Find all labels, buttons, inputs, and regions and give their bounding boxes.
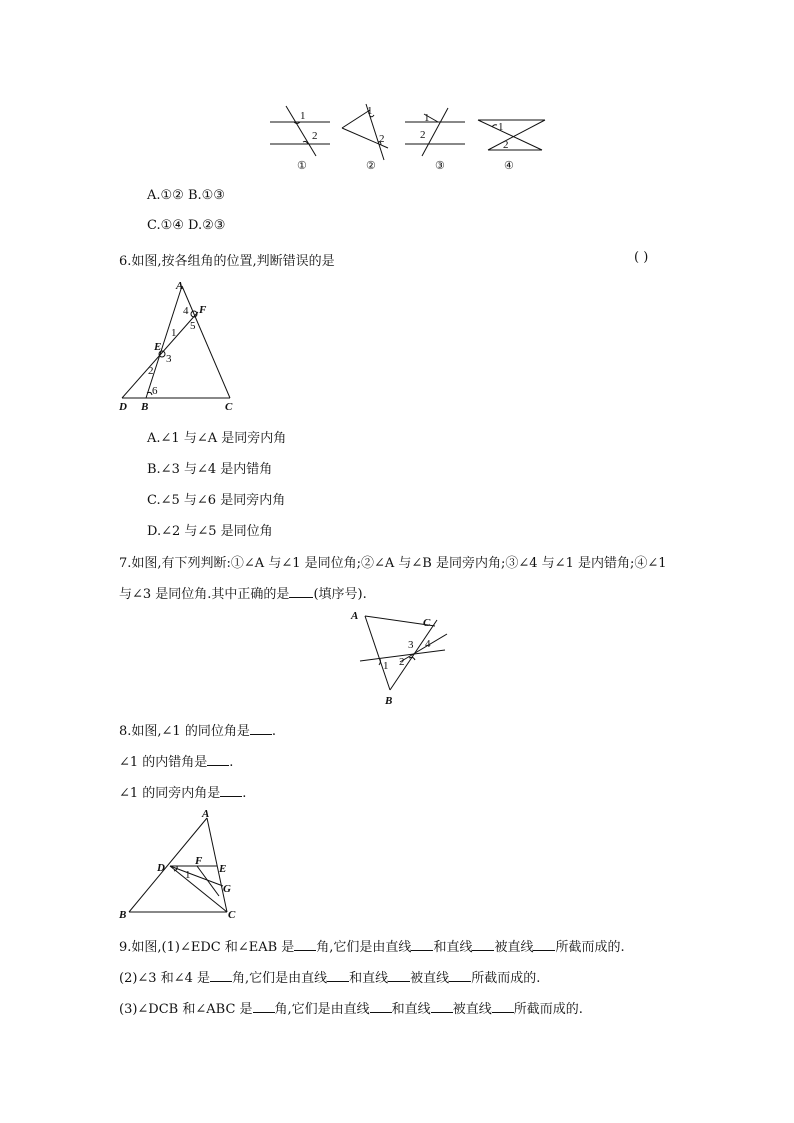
q9-l3-mid3: 被直线 [452,1002,492,1017]
q9-line-2 [119,967,540,986]
q7-line-2-text: 与∠3 是同位角.其中正确的是 [119,587,290,602]
q5-f3-angle-2: 2 [420,129,426,141]
q9-l2-mid2: 和直线 [349,971,389,986]
q8-period-2: . [229,755,234,770]
q6-point-f: F [199,304,207,316]
q6-option-d: D.∠2 与∠5 是同位角 [147,524,273,539]
q9-l2-blank-4[interactable] [449,969,471,982]
q7-figure [345,606,460,710]
q5-f1-angle-1: 1 [300,110,306,122]
q5-f2-angle-2: 2 [379,133,385,145]
q9-line-1 [119,936,625,955]
q8-angle-1: 1 [185,869,191,881]
q5-figure-4-label: ④ [504,160,514,172]
q5-figure-2-label: ② [366,160,376,172]
q6-option-b: B.∠3 与∠4 是内错角 [147,462,273,477]
q7-angle-3: 3 [408,639,414,651]
q8-line-2 [119,751,233,770]
q5-figure-4 [478,120,545,172]
q6-angle-4: 4 [183,305,189,317]
q9-l2-blank-1[interactable] [210,969,232,982]
q7-point-c: C [423,617,431,629]
q6-figure [110,278,245,418]
q5-f4-angle-1: 1 [498,121,504,133]
q5-figure-2 [342,104,388,172]
q8-point-e: E [219,863,227,875]
q9-l2-prefix: (2)∠3 和∠4 是 [119,971,211,986]
q6-answer-paren: ( ) [634,250,649,265]
q6-angle-3: 3 [166,353,172,365]
q8-point-c: C [228,909,236,921]
q8-point-b: B [119,909,127,921]
q9-l3-mid2: 和直线 [391,1002,431,1017]
q5-figures [260,100,560,180]
q8-line-3-text: ∠1 的同旁内角是 [119,786,221,801]
q9-line-3 [119,998,583,1017]
q7-angle-1: 1 [383,660,389,672]
q9-l3-prefix: (3)∠DCB 和∠ABC 是 [119,1002,253,1017]
q5-options-cd: C.①④ D.②③ [147,218,226,233]
q6-option-a: A.∠1 与∠A 是同旁内角 [147,431,287,446]
q9-l1-mid2: 和直线 [433,940,473,955]
q6-point-e: E [154,341,162,353]
q9-l2-blank-3[interactable] [388,969,410,982]
q8-blank-2[interactable] [207,753,229,766]
q8-line-1 [119,720,276,739]
q9-l3-blank-3[interactable] [431,1000,453,1013]
q8-blank-1[interactable] [250,722,272,735]
q9-l3-blank-2[interactable] [370,1000,392,1013]
q9-l1-blank-2[interactable] [411,938,433,951]
q5-f1-angle-2: 2 [312,130,318,142]
q5-figure-1 [270,106,330,172]
q8-line-2-text: ∠1 的内错角是 [119,755,208,770]
q9-l3-blank-4[interactable] [492,1000,514,1013]
q8-point-a: A [202,808,210,820]
q9-l3-end: 所截而成的. [513,1002,583,1017]
q5-figure-3-label: ③ [435,160,445,172]
q9-l1-blank-4[interactable] [533,938,555,951]
q6-point-c: C [225,401,233,413]
q6-point-a: A [176,280,184,292]
q7-line-2 [119,583,367,602]
q8-blank-3[interactable] [220,784,242,797]
q5-f3-angle-1: 1 [424,112,430,124]
q8-period-3: . [242,786,247,801]
q8-figure [115,804,245,924]
q9-l2-mid3: 被直线 [410,971,450,986]
q8-line-1-text: 8.如图,∠1 的同位角是 [119,724,250,739]
q9-l2-mid1: 角,它们是由直线 [232,971,328,986]
q6-angle-6: 6 [152,385,158,397]
q8-line-3 [119,782,246,801]
q5-figure-3 [405,108,465,172]
q9-l1-end: 所截而成的. [555,940,625,955]
q9-l1-mid3: 被直线 [494,940,534,955]
q6-stem: 6.如图,按各组角的位置,判断错误的是 [119,254,335,269]
q7-answer-blank[interactable] [289,585,313,598]
q7-line-1: 7.如图,有下列判断:①∠A 与∠1 是同位角;②∠A 与∠B 是同旁内角;③∠4 与∠1 是内错角;④∠1 [119,556,667,571]
q6-point-d: D [119,401,127,413]
q6-angle-1: 1 [171,327,177,339]
q5-options-ab: A.①② B.①③ [147,188,225,203]
q5-figure-1-label: ① [297,160,307,172]
q8-point-g: G [223,883,231,895]
q7-angle-2: 2 [399,656,405,668]
q9-l2-blank-2[interactable] [327,969,349,982]
q5-f4-angle-2: 2 [503,139,509,151]
q9-l3-mid1: 角,它们是由直线 [274,1002,370,1017]
q9-l1-prefix: 9.如图,(1)∠EDC 和∠EAB 是 [119,940,295,955]
q9-l3-blank-1[interactable] [253,1000,275,1013]
q5-f2-angle-1: 1 [367,105,373,117]
q6-option-c: C.∠5 与∠6 是同旁内角 [147,493,286,508]
q6-point-b: B [141,401,149,413]
q6-angle-5: 5 [190,320,196,332]
q7-point-a: A [351,610,359,622]
q9-l1-blank-1[interactable] [294,938,316,951]
q9-l1-mid1: 角,它们是由直线 [316,940,412,955]
q9-l2-end: 所截而成的. [471,971,541,986]
q7-point-b: B [385,695,393,707]
q6-angle-2: 2 [148,365,154,377]
q7-angle-4: 4 [425,638,431,650]
q8-period-1: . [271,724,276,739]
q8-point-f: F [195,855,203,867]
q9-l1-blank-3[interactable] [472,938,494,951]
q8-point-d: D [157,862,165,874]
q7-line-2-suffix: (填序号). [313,587,367,602]
